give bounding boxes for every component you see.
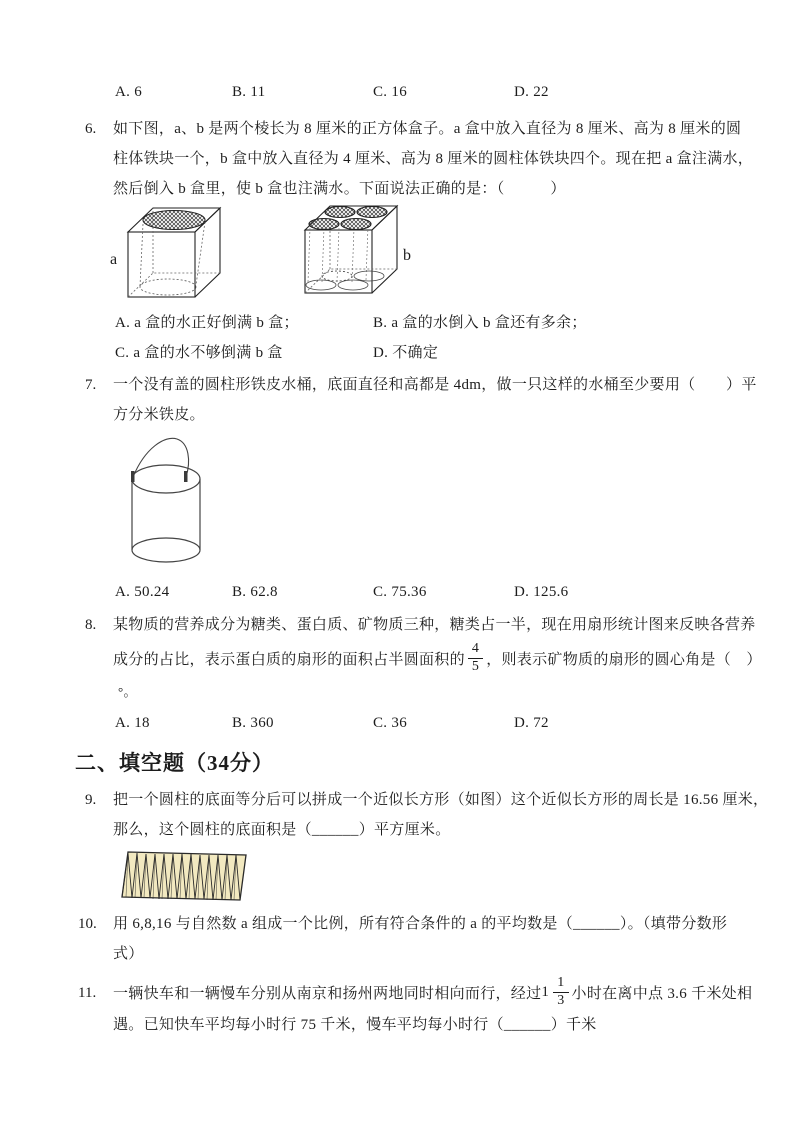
q7-option-c: C. 75.36 xyxy=(373,584,427,600)
cube-a-label: a xyxy=(110,251,118,268)
q8-fraction-numerator: 4 xyxy=(471,640,480,656)
q11-line-1-before: 一辆快车和一辆慢车分别从南京和扬州两地同时相向而行，经过 xyxy=(113,985,542,1002)
q5-option-c: C. 16 xyxy=(373,84,408,100)
q6-option-b: B. a 盒的水倒入 b 盒还有多余； xyxy=(373,315,587,331)
q6-number: 6. xyxy=(85,121,97,137)
q6-line-2: 柱体铁块一个，b 盒中放入直径为 4 厘米、高为 8 厘米的圆柱体铁块四个。现在把 a 盒注满水， xyxy=(113,151,754,167)
cubes-figure xyxy=(100,198,470,315)
q8-line-2 xyxy=(113,641,762,675)
bucket-figure xyxy=(120,432,230,582)
q10-number: 10. xyxy=(78,916,97,932)
cube-a xyxy=(128,208,220,297)
q5-option-a: A. 6 xyxy=(115,84,143,100)
q9-line-2: 那么，这个圆柱的底面积是（______）平方厘米。 xyxy=(113,822,451,838)
q8-fraction xyxy=(468,642,483,674)
section-2-title: 二、填空题（34分） xyxy=(75,751,274,775)
q8-line-2-after: ，则表示矿物质的扇形的圆心角是（ ） xyxy=(486,651,762,668)
q11-fraction xyxy=(553,976,568,1008)
q8-line-2-before: 成分的占比，表示蛋白质的扇形的面积占半圆面积的 xyxy=(113,651,465,668)
q8-option-b: B. 360 xyxy=(232,715,274,731)
q6-line-3: 然后倒入 b 盒里，使 b 盒也注满水。下面说法正确的是：（ ） xyxy=(113,181,566,197)
q6-option-c: C. a 盒的水不够倒满 b 盒 xyxy=(115,345,283,361)
q7-number: 7. xyxy=(85,377,97,393)
q7-option-a: A. 50.24 xyxy=(115,584,170,600)
q7-option-b: B. 62.8 xyxy=(232,584,278,600)
cube-b-label: b xyxy=(403,247,411,264)
q8-option-d: D. 72 xyxy=(514,715,549,731)
q6-option-a: A. a 盒的水正好倒满 b 盒； xyxy=(115,315,299,331)
q11-line-2: 遇。已知快车平均每小时行 75 千米，慢车平均每小时行（______）千米 xyxy=(113,1017,597,1033)
q8-option-c: C. 36 xyxy=(373,715,408,731)
handle-tab-right xyxy=(184,471,188,482)
q11-fraction-numerator: 1 xyxy=(557,974,565,990)
q7-line-2: 方分米铁皮。 xyxy=(113,407,205,423)
q5-option-b: B. 11 xyxy=(232,84,266,100)
q11-fraction-denominator: 3 xyxy=(553,992,568,1009)
q7-option-d: D. 125.6 xyxy=(514,584,569,600)
q11-line-1-after: 小时在离中点 3.6 千米处相 xyxy=(571,985,753,1002)
q6-option-d: D. 不确定 xyxy=(373,345,439,361)
q11-mixed-whole: 1 xyxy=(541,983,550,1000)
q8-fraction-denominator: 5 xyxy=(468,658,483,675)
handle-tab-left xyxy=(131,471,135,482)
q8-number: 8. xyxy=(85,617,97,633)
q8-degree-mark: °。 xyxy=(118,684,137,699)
cube-b xyxy=(305,206,397,293)
q8-option-a: A. 18 xyxy=(115,715,150,731)
q11-number: 11. xyxy=(78,985,97,1001)
q6-line-1: 如下图，a、b 是两个棱长为 8 厘米的正方体盒子。a 盒中放入直径为 8 厘米、高为 8 厘米的圆 xyxy=(113,121,742,137)
q11-line-1 xyxy=(113,971,752,1013)
q5-option-d: D. 22 xyxy=(514,84,549,100)
q10-line-2: 式） xyxy=(113,946,144,962)
cylinder-sectors-figure xyxy=(115,848,255,908)
q9-number: 9. xyxy=(85,792,97,808)
q9-line-1: 把一个圆柱的底面等分后可以拼成一个近似长方形（如图）这个近似长方形的周长是 16.56 厘米， xyxy=(113,792,769,808)
q8-line-1: 某物质的营养成分为糖类、蛋白质、矿物质三种，糖类占一半，现在用扇形统计图来反映各营养 xyxy=(113,617,756,633)
q7-line-1: 一个没有盖的圆柱形铁皮水桶，底面直径和高都是 4dm，做一只这样的水桶至少要用（ ）平 xyxy=(113,377,757,393)
q10-line-1: 用 6,8,16 与自然数 a 组成一个比例，所有符合条件的 a 的平均数是（______）。（填带分数形 xyxy=(113,916,728,932)
